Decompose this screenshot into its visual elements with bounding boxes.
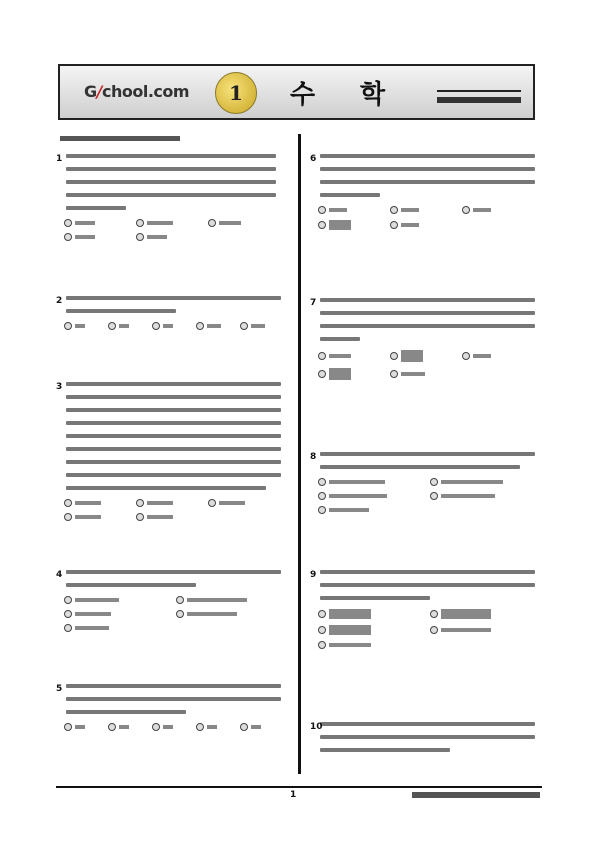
answer-choice[interactable] <box>208 499 274 507</box>
question-number: 7 <box>310 298 317 308</box>
answer-choice[interactable] <box>240 322 278 330</box>
question-number: 2 <box>56 296 63 306</box>
question-8 <box>310 452 542 520</box>
answer-choices <box>64 322 288 336</box>
school-logo: G/chool.com <box>84 82 190 101</box>
question-9 <box>310 570 542 655</box>
worksheet-header <box>58 64 535 120</box>
answer-choice[interactable] <box>318 625 424 635</box>
answer-choice[interactable] <box>64 610 170 618</box>
header-meta-bar <box>437 97 521 103</box>
answer-choice[interactable] <box>318 478 424 486</box>
answer-choices <box>318 609 542 655</box>
answer-choice[interactable] <box>64 723 102 731</box>
answer-choice[interactable] <box>196 322 234 330</box>
question-5 <box>56 684 288 737</box>
answer-choice[interactable] <box>390 350 456 362</box>
answer-choice[interactable] <box>390 368 456 380</box>
answer-choice[interactable] <box>64 322 102 330</box>
question-number: 4 <box>56 570 63 580</box>
answer-choices <box>318 478 542 520</box>
answer-choice[interactable] <box>318 368 384 380</box>
answer-choice[interactable] <box>108 322 146 330</box>
answer-choices <box>64 596 288 638</box>
answer-choices <box>318 350 542 386</box>
answer-choice[interactable] <box>240 723 278 731</box>
answer-choice[interactable] <box>108 723 146 731</box>
answer-choice[interactable] <box>318 492 424 500</box>
answer-choice[interactable] <box>136 499 202 507</box>
subject-title-char-2: 학 <box>360 80 386 110</box>
answer-choice[interactable] <box>64 596 170 604</box>
question-number: 3 <box>56 382 63 392</box>
answer-choices <box>64 723 288 737</box>
question-2 <box>56 296 288 336</box>
question-1 <box>56 154 288 247</box>
page-number: 1 <box>290 790 297 800</box>
question-number: 6 <box>310 154 317 164</box>
answer-choice[interactable] <box>430 478 536 486</box>
answer-choice[interactable] <box>430 625 536 635</box>
answer-choice[interactable] <box>64 219 130 227</box>
answer-choice[interactable] <box>64 624 170 632</box>
answer-choice[interactable] <box>64 513 130 521</box>
answer-choices <box>64 219 288 247</box>
question-4 <box>56 570 288 638</box>
answer-choice[interactable] <box>462 206 528 214</box>
question-number: 1 <box>56 154 63 164</box>
answer-choice[interactable] <box>318 506 424 514</box>
header-meta-number <box>437 76 521 92</box>
answer-choices <box>318 206 542 236</box>
question-7 <box>310 298 542 386</box>
question-number: 5 <box>56 684 63 694</box>
column-divider <box>298 134 301 774</box>
question-number: 9 <box>310 570 317 580</box>
answer-choice[interactable] <box>152 322 190 330</box>
answer-choice[interactable] <box>196 723 234 731</box>
answer-choice[interactable] <box>208 219 274 227</box>
question-6 <box>310 154 542 236</box>
answer-choice[interactable] <box>136 513 202 521</box>
answer-choice[interactable] <box>318 220 384 230</box>
left-column <box>56 136 288 694</box>
answer-choice[interactable] <box>318 609 424 619</box>
answer-choice[interactable] <box>318 206 384 214</box>
answer-choices <box>64 499 288 527</box>
answer-choice[interactable] <box>176 596 282 604</box>
footer-watermark <box>412 792 540 798</box>
answer-choice[interactable] <box>390 220 456 230</box>
answer-choice[interactable] <box>176 610 282 618</box>
instructions <box>56 136 288 141</box>
answer-choice[interactable] <box>152 723 190 731</box>
answer-choice[interactable] <box>64 233 130 241</box>
header-meta <box>437 76 521 103</box>
answer-choice[interactable] <box>318 350 384 362</box>
answer-choice[interactable] <box>390 206 456 214</box>
answer-choice[interactable] <box>430 492 536 500</box>
question-number: 8 <box>310 452 317 462</box>
question-10 <box>310 722 542 761</box>
answer-choice[interactable] <box>136 233 202 241</box>
answer-choice[interactable] <box>430 609 536 619</box>
instructions-text-blur <box>60 136 180 141</box>
question-number: 10 <box>310 722 323 732</box>
question-3 <box>56 382 288 527</box>
answer-choice[interactable] <box>136 219 202 227</box>
subject-title-char-1: 수 <box>290 80 316 110</box>
footer-rule <box>56 786 542 788</box>
answer-choice[interactable] <box>462 350 528 362</box>
grade-badge: 1 <box>215 72 257 114</box>
answer-choice[interactable] <box>318 641 424 649</box>
answer-choice[interactable] <box>64 499 130 507</box>
